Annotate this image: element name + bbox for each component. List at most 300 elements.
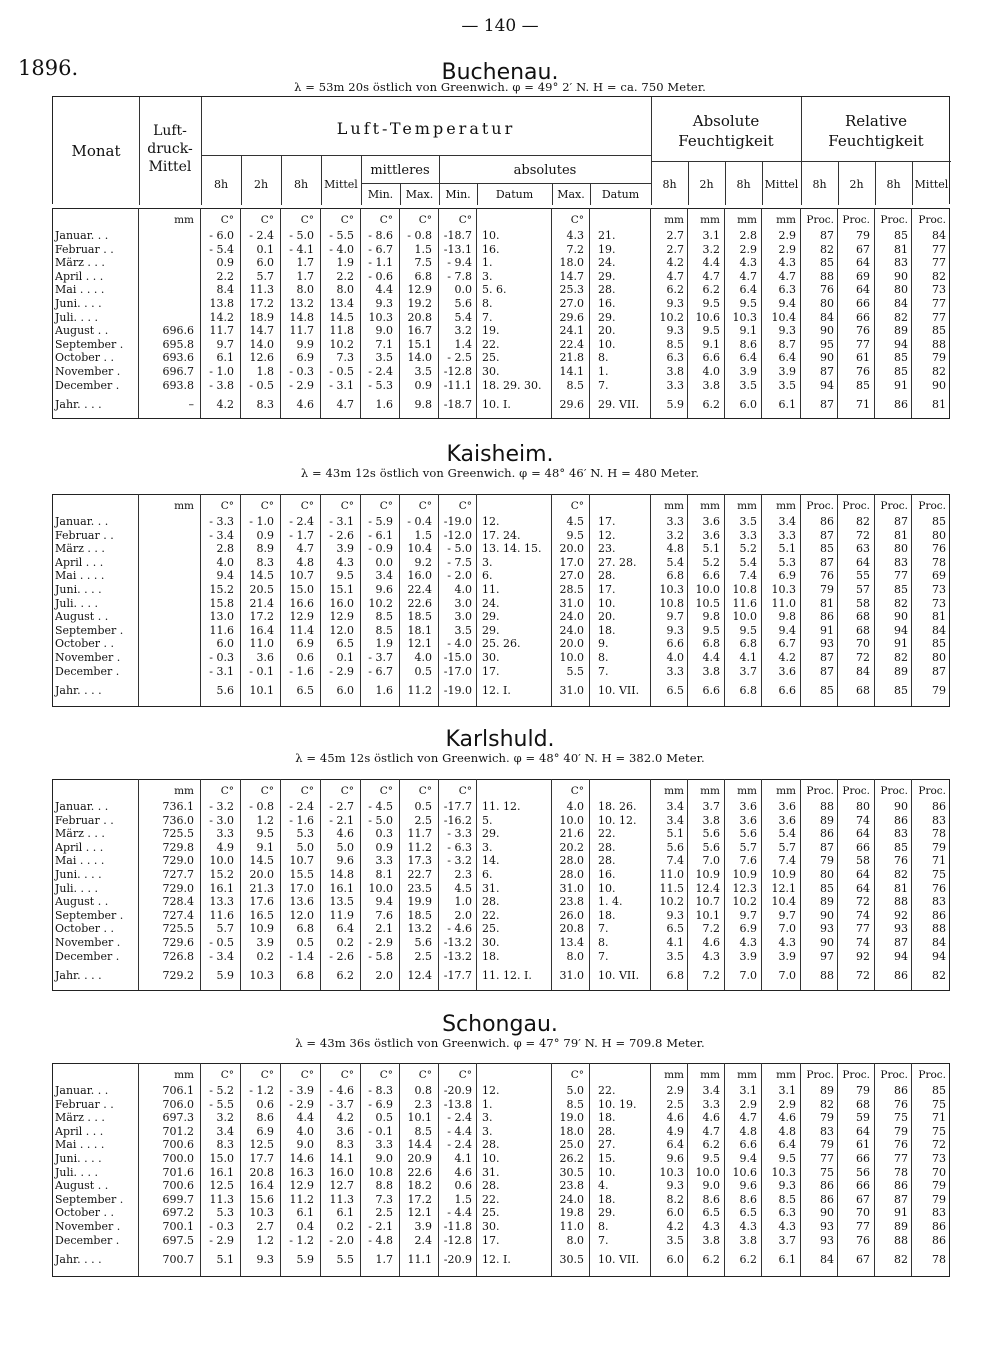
table-cell: 697.2 (162, 1206, 194, 1220)
table-cell: 12. (482, 515, 500, 528)
table-cell: 5. (482, 813, 493, 827)
table-cell: 6.2 (702, 398, 720, 412)
table-cell: 9.5 (702, 623, 720, 637)
table-cell: 79 (820, 583, 834, 596)
table-cell: 4.2 (666, 1220, 684, 1233)
table-cell: 10.4 (771, 895, 796, 909)
table-cell: 0.6 (454, 1179, 472, 1193)
table-cell: 10.7 (289, 569, 314, 583)
table-cell: 7.5 (414, 256, 432, 270)
table-cell: 9.0 (702, 1179, 720, 1193)
table-cell: 77 (856, 1220, 870, 1233)
table-cell: 2.9 (739, 1097, 757, 1111)
table-cell: 15.6 (249, 1192, 274, 1206)
table-cell: 6.8 (414, 269, 432, 283)
table-cell: -18.7 (443, 229, 472, 242)
table-cell: 5.1 (778, 542, 796, 556)
month-label: Juni. . . . (55, 583, 102, 596)
table-cell: 7. (598, 949, 609, 963)
table-cell: 30.5 (559, 1253, 584, 1267)
table-cell: - 3.1 (329, 378, 354, 392)
unit-label: C° (379, 500, 393, 512)
month-label: März . . . (55, 1111, 105, 1125)
table-cell: 69 (856, 269, 870, 283)
table-cell: 6.6 (702, 351, 720, 365)
unit-label: mm (664, 500, 684, 512)
table-cell: 83 (932, 1206, 946, 1220)
table-cell: 4.6 (454, 1165, 472, 1179)
table-cell: - 5.4 (209, 242, 234, 256)
table-cell: 10.0 (368, 881, 393, 895)
table-cell: 4.7 (296, 542, 314, 556)
table-cell: 4.4 (702, 651, 720, 664)
table-cell: 1.5 (454, 1192, 472, 1206)
table-cell: 12.1 (407, 637, 432, 651)
month-label: October . . (55, 637, 115, 651)
table-cell: 8.1 (375, 868, 393, 881)
table-cell: 12.4 (695, 881, 720, 895)
table-row (52, 324, 950, 338)
table-cell: 11.8 (329, 324, 354, 338)
units-row (52, 785, 950, 799)
table-cell: 14.4 (407, 1138, 432, 1152)
month-label: April . . . (55, 269, 104, 283)
table-cell: 80 (820, 868, 834, 881)
unit-label: C° (340, 500, 354, 512)
table-cell: 84 (932, 936, 946, 949)
table-cell: - 3.1 (329, 515, 354, 528)
table-cell: 80 (894, 542, 908, 556)
header-rel-8h-b: 8h (886, 178, 901, 191)
table-cell: 21.8 (559, 351, 584, 365)
table-cell: 3.5 (778, 378, 796, 392)
month-label: Februar . . (55, 242, 114, 256)
table-cell: 4.7 (702, 1124, 720, 1138)
table-cell: 6.9 (778, 569, 796, 583)
table-cell: 727.4 (162, 908, 194, 922)
table-cell: 706.0 (162, 1097, 194, 1111)
table-cell: 12.4 (407, 969, 432, 983)
table-row (52, 1084, 950, 1098)
table-cell: 85 (932, 1084, 946, 1097)
table-cell: 17. (482, 1233, 500, 1247)
table-cell: 90 (820, 908, 834, 922)
table-row (52, 1138, 950, 1152)
table-cell: 79 (894, 1124, 908, 1138)
table-cell: 64 (856, 881, 870, 895)
table-cell: 4.9 (216, 840, 234, 854)
table-cell: 5.5 (566, 664, 584, 678)
table-row (52, 1166, 950, 1180)
unit-label: Proc. (880, 1069, 908, 1081)
month-label: December . (55, 949, 120, 963)
table-cell: 1. 4. (598, 895, 623, 909)
month-label: Februar . . (55, 528, 114, 542)
table-cell: 10.3 (659, 583, 684, 596)
unit-label: C° (379, 785, 393, 797)
unit-label: mm (737, 214, 757, 226)
table-cell: 16.0 (407, 569, 432, 583)
month-label: October . . (55, 922, 115, 936)
table-cell: 82 (894, 310, 908, 324)
table-cell: -13.2 (443, 949, 472, 963)
table-cell: 4.9 (666, 1124, 684, 1138)
table-cell: - 2.9 (329, 664, 354, 678)
table-cell: 94 (894, 623, 908, 637)
table-row (52, 365, 950, 379)
table-cell: 75 (932, 1097, 946, 1111)
table-row (52, 841, 950, 855)
table-cell: 6.8 (739, 637, 757, 651)
unit-label: C° (260, 785, 274, 797)
table-cell: 17.0 (289, 881, 314, 895)
table-cell: 6.2 (666, 283, 684, 297)
table-cell: 64 (856, 256, 870, 270)
table-cell: 16. (482, 242, 500, 256)
table-cell: 3.9 (778, 365, 796, 378)
table-row (52, 1253, 950, 1267)
table-cell: 81 (894, 242, 908, 256)
table-cell: 5.7 (778, 840, 796, 854)
table-cell: 81 (932, 398, 946, 412)
table-cell: 3.5 (739, 515, 757, 528)
table-cell: 3.3 (739, 528, 757, 542)
table-cell: 71 (856, 398, 870, 412)
table-cell: - 1.2 (289, 1233, 314, 1247)
table-row (52, 398, 950, 412)
table-cell: 5.9 (666, 398, 684, 412)
unit-label: mm (174, 785, 194, 797)
table-cell: 725.5 (162, 922, 194, 936)
table-cell: 86 (820, 610, 834, 624)
table-cell: 9.1 (739, 324, 757, 338)
table-cell: 2.3 (414, 1097, 432, 1111)
table-cell: 23.8 (559, 895, 584, 909)
table-cell: - 2.9 (289, 378, 314, 392)
table-cell: - 6.0 (209, 229, 234, 242)
table-cell: - 2.9 (368, 936, 393, 949)
table-cell: - 7.8 (447, 269, 472, 283)
table-cell: -19.0 (443, 684, 472, 698)
table-cell: 25.0 (559, 1138, 584, 1152)
table-cell: 83 (894, 555, 908, 569)
table-cell: 73 (932, 583, 946, 596)
unit-label: C° (300, 500, 314, 512)
table-cell: 94 (894, 337, 908, 351)
unit-label: C° (260, 214, 274, 226)
table-cell: 3.4 (702, 1084, 720, 1097)
unit-label: Proc. (842, 500, 870, 512)
unit-label: C° (220, 214, 234, 226)
table-cell: 80 (820, 297, 834, 310)
month-label: Juli. . . . (55, 1165, 99, 1179)
table-cell: 10. (482, 229, 500, 242)
table-cell: 85 (894, 840, 908, 854)
table-cell: 4.1 (739, 651, 757, 664)
table-cell: - 7.5 (447, 555, 472, 569)
table-cell: 85 (932, 324, 946, 338)
table-cell: 10. (598, 337, 616, 351)
table-cell: 10.0 (209, 854, 234, 868)
table-cell: 19.8 (559, 1206, 584, 1220)
table-cell: -17.7 (443, 800, 472, 813)
table-cell: 12. I. (482, 684, 511, 698)
table-cell: 18. 29. 30. (482, 378, 542, 392)
table-cell: 17.2 (249, 610, 274, 624)
table-cell: 68 (856, 623, 870, 637)
table-row (52, 1179, 950, 1193)
table-cell: 0.1 (336, 651, 354, 664)
table-cell: 76 (932, 881, 946, 895)
table-cell: 79 (820, 1111, 834, 1125)
table-cell: 11.0 (659, 868, 684, 881)
table-row (52, 597, 950, 611)
table-cell: 72 (856, 528, 870, 542)
table-cell: 11.6 (209, 623, 234, 637)
table-cell: 91 (820, 623, 834, 637)
table-cell: - 0.8 (407, 229, 432, 242)
table-cell: 90 (894, 800, 908, 813)
table-cell: 695.8 (162, 337, 194, 351)
header-temp-mittel: Mittel (324, 178, 358, 191)
table-cell: 9.7 (739, 908, 757, 922)
table-cell: 10. 19. (598, 1097, 637, 1111)
table-cell: 16. (598, 297, 616, 310)
table-cell: – (188, 398, 194, 412)
table-cell: 14.5 (249, 569, 274, 583)
table-cell: 85 (820, 542, 834, 556)
table-cell: - 3.3 (209, 515, 234, 528)
table-cell: 8.6 (739, 1192, 757, 1206)
table-cell: 2.7 (666, 229, 684, 242)
unit-label: Proc. (918, 785, 946, 797)
table-cell: 4.3 (778, 1220, 796, 1233)
table-cell: 14.8 (289, 310, 314, 324)
table-cell: 88 (932, 337, 946, 351)
table-cell: 15.8 (209, 596, 234, 610)
unit-label: Proc. (806, 214, 834, 226)
table-cell: 0.5 (414, 664, 432, 678)
table-cell: - 1.6 (289, 664, 314, 678)
table-cell: 6.0 (739, 398, 757, 412)
month-label: Mai . . . . (55, 283, 105, 297)
table-cell: 3.6 (778, 664, 796, 678)
table-cell: - 0.1 (368, 1124, 393, 1138)
table-cell: 5.1 (666, 827, 684, 841)
table-cell: 10.1 (695, 908, 720, 922)
table-cell: 95 (820, 337, 834, 351)
table-cell: 22. (598, 1084, 616, 1097)
table-cell: 0.6 (256, 1097, 274, 1111)
table-cell: 94 (820, 378, 834, 392)
table-cell: 58 (856, 596, 870, 610)
table-cell: 3.9 (739, 949, 757, 963)
table-cell: 87 (894, 1192, 908, 1206)
header-absolutes-max-datum: Datum (601, 188, 640, 201)
month-label: März . . . (55, 542, 105, 556)
table-cell: 28.0 (559, 854, 584, 868)
table-cell: 3.9 (739, 365, 757, 378)
units-row (52, 1069, 950, 1083)
table-cell: 82 (894, 651, 908, 664)
table-cell: 27. 28. (598, 555, 637, 569)
table-cell: 10. VII. (598, 1253, 640, 1267)
table-cell: 0.2 (256, 949, 274, 963)
table-cell: 3.6 (702, 515, 720, 528)
table-cell: 3.5 (454, 623, 472, 637)
table-cell: 68 (856, 684, 870, 698)
table-cell: 75 (932, 868, 946, 881)
table-cell: 17.3 (407, 854, 432, 868)
table-cell: 9.5 (702, 297, 720, 310)
table-cell: 74 (856, 813, 870, 827)
table-cell: 12.0 (329, 623, 354, 637)
table-cell: 9.4 (375, 895, 393, 909)
table-cell: 7.2 (702, 969, 720, 983)
table-cell: 85 (932, 637, 946, 651)
table-cell: 697.5 (162, 1233, 194, 1247)
table-cell: 4.1 (454, 1152, 472, 1165)
table-cell: 80 (932, 528, 946, 542)
table-cell: 5.5 (336, 1253, 354, 1267)
table-cell: - 2.4 (289, 800, 314, 813)
table-cell: 7.6 (739, 854, 757, 868)
table-cell: 4.6 (702, 1111, 720, 1125)
table-cell: 90 (820, 1206, 834, 1220)
table-cell: 1. (482, 1097, 493, 1111)
table-cell: 82 (894, 596, 908, 610)
table-cell: 24. (482, 596, 500, 610)
table-cell: 92 (894, 908, 908, 922)
table-cell: 15.0 (289, 583, 314, 596)
table-cell: 10.0 (559, 813, 584, 827)
table-cell: 9.3 (666, 908, 684, 922)
table-row (52, 1125, 950, 1139)
table-cell: 85 (894, 583, 908, 596)
table-cell: 28. (598, 283, 616, 297)
table-row (52, 684, 950, 698)
unit-label: Proc. (918, 500, 946, 512)
units-row (52, 500, 950, 514)
table-cell: 5.0 (296, 840, 314, 854)
table-cell: 14.2 (209, 310, 234, 324)
table-cell: 76 (894, 854, 908, 868)
table-row (52, 338, 950, 352)
table-cell: 0.3 (375, 827, 393, 841)
unit-label: mm (776, 785, 796, 797)
table-cell: 3.6 (778, 800, 796, 813)
table-cell: 1.9 (375, 637, 393, 651)
table-cell: 7. (598, 922, 609, 936)
table-cell: 6.1 (778, 1253, 796, 1267)
unit-label: mm (700, 1069, 720, 1081)
unit-label: mm (737, 785, 757, 797)
table-cell: 8.7 (778, 337, 796, 351)
table-cell: 7. (598, 378, 609, 392)
table-cell: 87 (894, 515, 908, 528)
table-cell: 8.6 (256, 1111, 274, 1125)
table-cell: 5.9 (296, 1253, 314, 1267)
table-cell: 6.0 (216, 637, 234, 651)
table-cell: 77 (932, 256, 946, 270)
table-cell: 17.2 (407, 1192, 432, 1206)
table-cell: 77 (932, 310, 946, 324)
table-cell: 3.3 (778, 528, 796, 542)
table-cell: 76 (932, 542, 946, 556)
table-cell: 89 (894, 1220, 908, 1233)
table-cell: 10.7 (695, 895, 720, 909)
table-cell: 4.1 (666, 936, 684, 949)
table-cell: 4.3 (739, 256, 757, 270)
table-cell: 76 (894, 1138, 908, 1152)
table-cell: 10.7 (289, 854, 314, 868)
table-cell: 6.4 (778, 1138, 796, 1152)
table-cell: 83 (820, 1124, 834, 1138)
table-cell: 80 (856, 800, 870, 813)
table-cell: 10. (598, 881, 616, 895)
table-cell: 85 (894, 229, 908, 242)
table-cell: 86 (932, 1233, 946, 1247)
table-cell: 90 (932, 378, 946, 392)
table-cell: 3.3 (375, 854, 393, 868)
table-cell: 5.3 (216, 1206, 234, 1220)
unit-label: C° (379, 1069, 393, 1081)
table-cell: 18.5 (407, 610, 432, 624)
table-cell: 3.1 (702, 229, 720, 242)
unit-label: mm (700, 214, 720, 226)
table-cell: 9.1 (702, 337, 720, 351)
table-cell: 18.9 (249, 310, 274, 324)
table-row (52, 922, 950, 936)
table-cell: 11.9 (329, 908, 354, 922)
table-cell: 85 (932, 515, 946, 528)
table-cell: 87 (820, 398, 834, 412)
table-cell: 6.6 (666, 637, 684, 651)
table-cell: -15.0 (443, 651, 472, 664)
table-cell: 729.6 (162, 936, 194, 949)
table-cell: 5.0 (566, 1084, 584, 1097)
table-cell: 6.0 (666, 1253, 684, 1267)
table-cell: 77 (820, 1152, 834, 1165)
table-cell: 3. (482, 555, 493, 569)
table-cell: 90 (894, 269, 908, 283)
table-cell: 26.0 (559, 908, 584, 922)
table-cell: 13.0 (209, 610, 234, 624)
table-cell: 7.0 (778, 969, 796, 983)
table-cell: - 3.4 (209, 949, 234, 963)
table-cell: 7.4 (666, 854, 684, 868)
unit-label: mm (174, 1069, 194, 1081)
table-row (52, 256, 950, 270)
table-cell: 727.7 (162, 868, 194, 881)
table-cell: 22. (482, 908, 500, 922)
station-title: Karlshuld. (445, 727, 555, 752)
table-cell: 9.7 (666, 610, 684, 624)
table-cell: 4.6 (778, 1111, 796, 1125)
table-cell: 9.0 (296, 1138, 314, 1152)
table-cell: 6.5 (666, 922, 684, 936)
table-cell: 9.3 (375, 297, 393, 310)
table-cell: - 4.4 (447, 1206, 472, 1220)
table-cell: - 4.0 (447, 637, 472, 651)
table-cell: 27.0 (559, 297, 584, 310)
table-cell: 21.3 (249, 881, 274, 895)
table-cell: 81 (894, 528, 908, 542)
table-cell: 24.0 (559, 1192, 584, 1206)
table-cell: 5. 6. (482, 283, 507, 297)
table-row (52, 909, 950, 923)
table-cell: 10. 12. (598, 813, 637, 827)
